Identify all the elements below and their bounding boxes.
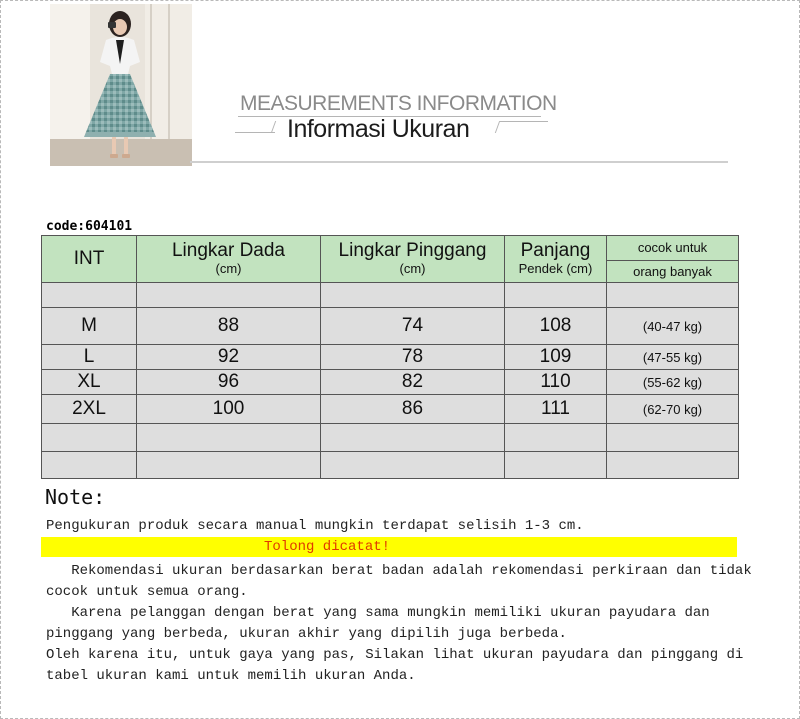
- highlight-bar: [41, 537, 737, 557]
- dada-cell: 88: [137, 308, 321, 345]
- panjang-cell: 109: [505, 345, 607, 370]
- pinggang-cell: 86: [321, 395, 505, 424]
- table-row: [42, 370, 739, 395]
- size-cell: L: [42, 345, 137, 370]
- size-cell: M: [42, 308, 137, 345]
- table-row-empty: [42, 283, 739, 308]
- pinggang-cell: 74: [321, 308, 505, 345]
- product-code: code:604101: [46, 219, 133, 234]
- table-row: [42, 345, 739, 370]
- berat-cell: (55-62 kg): [607, 370, 739, 395]
- table-row-empty: [42, 424, 739, 452]
- size-cell: 2XL: [42, 395, 137, 424]
- header-cocok-untuk: cocok untuk: [607, 236, 739, 261]
- header-lingkar-pinggang: Lingkar Pinggang (cm): [321, 236, 505, 283]
- note-para-3b: tabel ukuran kami untuk memilih ukuran Anda.: [46, 668, 416, 684]
- header-panjang: Panjang Pendek (cm): [505, 236, 607, 283]
- note-para-2b: pinggang yang berbeda, ukuran akhir yang dipilih juga berbeda.: [46, 626, 567, 642]
- berat-cell: (62-70 kg): [607, 395, 739, 424]
- note-para-3a: Oleh karena itu, untuk gaya yang pas, Silakan lihat ukuran payudara dan pinggang di: [46, 647, 744, 663]
- note-para-1b: cocok untuk semua orang.: [46, 584, 248, 600]
- berat-cell: (40-47 kg): [607, 308, 739, 345]
- note-para-2a: Karena pelanggan dengan berat yang sama mungkin memiliki ukuran payudara dan: [46, 605, 710, 621]
- pinggang-cell: 82: [321, 370, 505, 395]
- dada-cell: 92: [137, 345, 321, 370]
- rule-right: [500, 121, 548, 122]
- header-orang-banyak: orang banyak: [607, 261, 739, 283]
- table-row: [42, 308, 739, 345]
- note-para-1a: Rekomendasi ukuran berdasarkan berat badan adalah rekomendasi perkiraan dan tidak: [46, 563, 752, 579]
- panjang-cell: 108: [505, 308, 607, 345]
- highlight-text: Tolong dicatat!: [264, 539, 391, 555]
- table-header-row: [42, 236, 739, 261]
- header-int: INT: [42, 236, 137, 283]
- title-english: MEASUREMENTS INFORMATION: [240, 92, 557, 115]
- pinggang-cell: 78: [321, 345, 505, 370]
- rule-bottom: [190, 161, 728, 163]
- dada-cell: 100: [137, 395, 321, 424]
- rule-left: [235, 132, 275, 133]
- panjang-cell: 111: [505, 395, 607, 424]
- panjang-cell: 110: [505, 370, 607, 395]
- title-indonesian: Informasi Ukuran: [287, 115, 470, 143]
- dada-cell: 96: [137, 370, 321, 395]
- note-line-1: Pengukuran produk secara manual mungkin terdapat selisih 1-3 cm.: [46, 518, 584, 534]
- product-photo: [50, 4, 192, 166]
- size-table: [41, 235, 739, 479]
- berat-cell: (47-55 kg): [607, 345, 739, 370]
- table-row: [42, 395, 739, 424]
- header-lingkar-dada: Lingkar Dada (cm): [137, 236, 321, 283]
- size-cell: XL: [42, 370, 137, 395]
- table-row-empty: [42, 452, 739, 479]
- note-title: Note:: [45, 485, 106, 509]
